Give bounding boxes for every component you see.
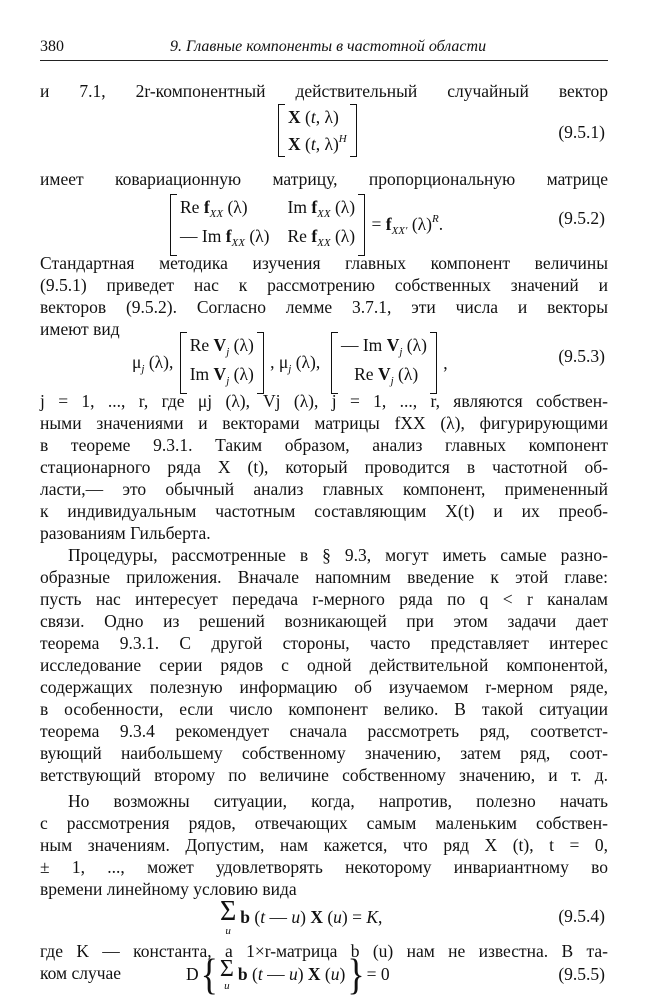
text-line: образные приложения. Вначале напомним введение к этой главе: [40, 567, 608, 587]
text-line: j = 1, ..., r, где μj (λ), Vj (λ), j = 1, ..., r, являются собствен- [40, 391, 608, 411]
text-line: ветствующий второму по величине собственному значению, и т. д. [40, 765, 608, 785]
text-line: в теореме 9.3.1. Таким образом, анализ главных компонент [40, 435, 608, 455]
matrix-bracket: — Im $V_j$ (λ) Re $V_j$ (λ) [331, 332, 437, 394]
text-line: исследование серии рядов с одной действительной компонентой, [40, 655, 608, 675]
formula-9-5-4: Σ u b (t — u) X (u) = K, [220, 896, 383, 937]
text-line: векторов (9.5.2). Согласно лемме 3.7.1, эти числа и векторы [40, 297, 608, 317]
formula-9-5-1 [276, 104, 359, 157]
text-line: ± 1, ..., может удовлетворять некоторому инвариантному во [40, 857, 608, 877]
text-line: времени линейному условию вида [40, 879, 297, 899]
text-line: теорема 9.3.1. С другой стороны, часто представляет интерес [40, 633, 608, 653]
text-line: вующий наибольшему собственному значению, затем ряд, соот- [40, 743, 608, 763]
sum-symbol: Σ u [219, 955, 234, 992]
equation-number: (9.5.5) [558, 964, 605, 984]
text-line: имеет ковариационную матрицу, пропорциональную матрице [40, 169, 608, 189]
text-line: теорема 9.3.4 рекомендует сначала рассмотреть ряд, соответст- [40, 721, 608, 741]
equation-number: (9.5.3) [558, 346, 605, 366]
text-line: к индивидуальным частотным составляющим X(t) и их преоб- [40, 501, 608, 521]
page-number: 380 [40, 38, 64, 55]
text-line: Но возможны ситуации, когда, напротив, полезно начать [68, 791, 608, 811]
text-line: содержащих полезную информацию об изучаемом r-мерном ряде, [40, 677, 608, 697]
text-line: имеют вид [40, 319, 120, 339]
text-line: Стандартная методика изучения главных компонент величины [40, 253, 608, 273]
sum-symbol: Σ u [220, 896, 237, 937]
matrix-bracket: Re $f_{XX}$ (λ) — Im $f_{XX}$ (λ) Im $f_{XX}$ (λ) Re $f_{XX}$ (λ) [170, 194, 365, 256]
equation-number: (9.5.1) [558, 122, 605, 142]
formula-9-5-2: Re $f_{XX}$ (λ) — Im $f_{XX}$ (λ) Im $f_{XX}$ (λ) Re $f_{XX}$ (λ) = $f_{XX'}$ $(\lambda)^R$. [168, 194, 443, 256]
running-header [40, 36, 624, 60]
text-line: связи. Одно из решений возникающей при этом задачи дает [40, 611, 608, 631]
equation-number: (9.5.4) [558, 906, 605, 926]
text-line: (9.5.1) приведет нас к рассмотрению собственных значений и [40, 275, 608, 295]
text-line: где K — константа, а 1×r-матрица b (u) нам не известна. В та- [40, 941, 608, 961]
text-line: стационарного ряда X (t), который проводится в частотной об- [40, 457, 608, 477]
matrix-bracket: Re $V_j$ (λ) Im $V_j$ (λ) [180, 332, 264, 394]
text-line: разованиям Гильберта. [40, 523, 211, 543]
text-line: в особенности, если число компонент велико. В такой ситуации [40, 699, 608, 719]
text-line: пусть нас интересует передача r-мерного ряда по q < r каналам [40, 589, 608, 609]
matrix-bracket: X (t, λ) X (t, λ)$^H$ [278, 104, 357, 157]
text-line: ком случае [40, 963, 122, 983]
text-line: и 7.1, 2r-компонентный действительный случайный вектор [40, 81, 608, 101]
formula-9-5-3: $\mu_j$ (λ), Re $V_j$ (λ) Im $V_j$ (λ) , $\mu_j$ (λ), — Im $V_j$ (λ) Re $V_j$ (λ) , [132, 332, 448, 394]
chapter-title: 9. Главные компоненты в частотной области [170, 38, 487, 55]
header-rule [40, 60, 608, 61]
equation-number: (9.5.2) [558, 208, 605, 228]
text-line: ными значениями и векторами матрицы fXX (λ), фигурирующими [40, 413, 608, 433]
text-line: ным значениям. Допустим, нам кажется, что ряд X (t), t = 0, [40, 835, 608, 855]
formula-9-5-5: D { Σ u b (t — u) X (u) } = 0 [186, 950, 390, 998]
text-line: Процедуры, рассмотренные в § 9.3, могут иметь самые разно- [68, 545, 608, 565]
text-line: с рассмотрения рядов, отвечающих самым маленьким собствен- [40, 813, 608, 833]
text-line: ласти,— это обычный анализ главных компонент, примененный [40, 479, 608, 499]
